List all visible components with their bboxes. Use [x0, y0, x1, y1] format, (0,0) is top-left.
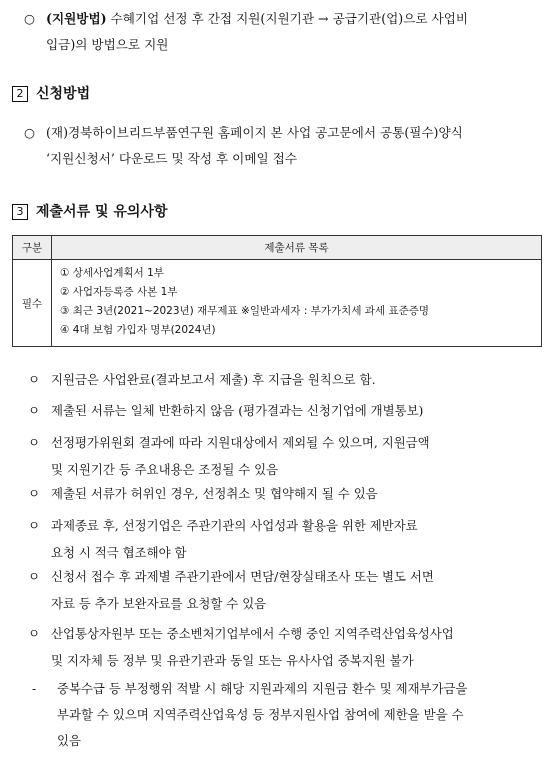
support-method-label: (지원방법) [46, 11, 107, 26]
dash-bullet-icon: - [32, 681, 37, 696]
section-2-number: 2 [12, 86, 28, 102]
table-cell-document-list [52, 260, 542, 347]
application-method-text-2: ‘지원신청서’ 다운로드 및 작성 후 이메일 접수 [46, 151, 298, 166]
bullet-icon: ㅇ [28, 372, 40, 387]
list-item: ① 상세사업계획서 1부 [60, 267, 164, 279]
note-item: ㅇ 선정평가위원회 결과에 따라 지원대상에서 제외될 수 있으며, 지원금액 및 지원기간 등 주요내용은 조정될 수 있음 [28, 430, 548, 482]
section-3-title: 제출서류 및 유의사항 [36, 204, 168, 220]
required-documents-table [12, 235, 542, 347]
table-header-documents: 제출서류 목록 [52, 236, 542, 260]
bullet-icon: ㅇ [28, 403, 40, 418]
note-item: ㅇ 제출된 서류가 허위인 경우, 선정취소 및 협약해지 될 수 있음 [28, 481, 548, 507]
list-item: ③ 최근 3년(2021~2023년) 재무제표 ※일반과세자 : 부가가치세 과세 표준증명 [60, 305, 429, 317]
section-3-heading [12, 202, 167, 222]
bullet-icon: ㅇ [28, 626, 40, 641]
note-item: ㅇ 지원금은 사업완료(결과보고서 제출) 후 지급을 원칙으로 함. [28, 367, 548, 393]
section-2-heading [12, 84, 90, 104]
support-method-text-1: 수혜기업 선정 후 간접 지원(지원기관 → 공급기관(업)으로 사업비 [106, 11, 469, 26]
note-item: ㅇ 산업통상자원부 또는 중소벤처기업부에서 수행 중인 지역주력산업육성사업 및 지자체 등 정부 및 유관기관과 동일 또는 유사사업 중복지원 불가 [28, 621, 548, 673]
table-row [13, 260, 542, 347]
bullet-icon: ㅇ [28, 486, 40, 501]
table-header-category: 구분 [13, 236, 52, 260]
application-method-item [24, 120, 544, 172]
note-item: ㅇ 제출된 서류는 일체 반환하지 않음 (평가결과는 신청기업에 개별통보) [28, 398, 548, 424]
dash-note-item: - 중복수급 등 부정행위 적발 시 해당 지원과제의 지원금 환수 및 제재부가금을 부과할 수 있으며 지역주력산업육성 등 정부지원사업 참여에 제한을 받을 수 있음 [32, 676, 548, 756]
list-item: ② 사업자등록증 사본 1부 [60, 286, 178, 298]
note-item: ㅇ 신청서 접수 후 과제별 주관기관에서 면담/현장실태조사 또는 별도 서면 자료 등 추가 보완자료를 요청할 수 있음 [28, 564, 548, 616]
bullet-icon: ㅇ [28, 569, 40, 584]
bullet-icon: ㅇ [28, 518, 40, 533]
table-cell-category: 필수 [13, 260, 52, 347]
bullet-icon: ㅇ [28, 435, 40, 450]
table-header-row [13, 236, 542, 260]
section-3-number: 3 [12, 204, 28, 220]
list-item: ④ 4대 보험 가입자 명부(2024년) [60, 324, 216, 336]
support-method-item [24, 6, 544, 58]
note-item: ㅇ 과제종료 후, 선정기업은 주관기관의 사업성과 활용을 위한 제반자료 요청 시 적극 협조해야 함 [28, 513, 548, 565]
support-method-text-2: 입금)의 방법으로 지원 [46, 37, 169, 52]
circle-bullet-icon: ○ [24, 125, 35, 140]
application-method-text-1: (재)경북하이브리드부품연구원 홈페이지 본 사업 공고문에서 공통(필수)양식 [46, 125, 463, 140]
section-2-title: 신청방법 [36, 86, 91, 102]
circle-bullet-icon: ○ [24, 11, 35, 26]
